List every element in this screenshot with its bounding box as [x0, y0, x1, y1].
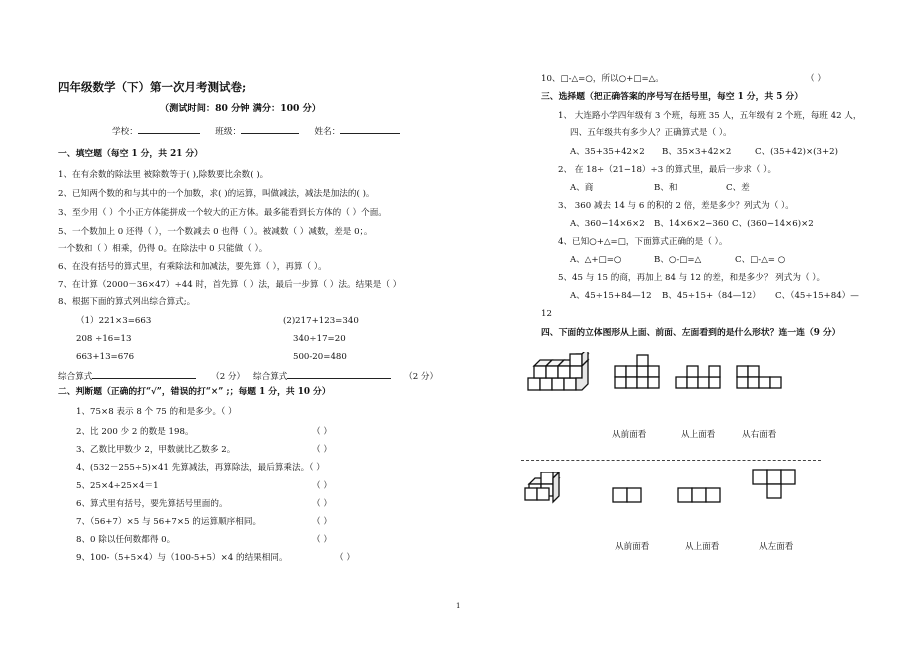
choice-q3-option-c: C、(360−14×6)×2: [732, 219, 814, 229]
judge-q8-paren: （ ）: [312, 535, 332, 545]
calc-right-1: (2)217+123=340: [283, 316, 359, 326]
label-bottom-above: 从上面看: [685, 542, 720, 552]
judge-q2-paren: （ ）: [312, 427, 332, 437]
choice-q4-option-c: C、□-△= ○: [735, 255, 786, 265]
judge-q9-paren: （ ）: [335, 553, 355, 563]
choice-q5-option-b: B、45÷15+（84—12）: [662, 291, 761, 301]
choice-q2-option-a: A、商: [570, 183, 594, 193]
judge-q7-paren: （ ）: [312, 517, 332, 527]
judge-q5-paren: （ ）: [312, 481, 332, 491]
choice-q3: 3、 360 减去 14 与 6 的积的 2 倍，差是多少？列式为（ ）。: [558, 201, 794, 211]
judge-q3-paren: （ ）: [312, 445, 332, 455]
calc-left-1: （1）221×3=663: [76, 316, 152, 326]
class-blank[interactable]: [241, 124, 299, 134]
choice-q2: 2、 在 18÷（21−18）÷3 的算式里，最后一步求（ ）。: [558, 165, 777, 175]
section3-heading: 三、选择题（把正确答案的序号写在括号里，每空 1 分，共 5 分）: [541, 92, 804, 102]
choice-q5: 5、45 与 15 的商，再加上 84 与 12 的差，和是多少？ 列式为（ ）。: [558, 273, 826, 283]
combined-points-2: （2 分）: [404, 372, 439, 382]
section1-heading: 一、填空题（每空 1 分，共 21 分）: [58, 149, 203, 159]
choice-q4-option-b: B、○-□=△: [654, 255, 702, 265]
fill-q1: 1、在有余数的除法里 被除数等于( ),除数要比余数( )。: [58, 170, 269, 180]
student-info-line: [112, 124, 400, 137]
choice-q1a: 1、 大连路小学四年级有 3 个班，每班 35 人，五年级有 2 个班，每班 42 人，: [558, 111, 862, 121]
fill-q8: 8、根据下面的算式列出综合算式;。: [58, 297, 196, 307]
dashed-divider: [521, 460, 821, 461]
judge-q8: 8、0 除以任何数都得 0。: [76, 535, 176, 545]
solid-figure-2: [523, 472, 581, 506]
section4-heading: 四、下面的立体图形从上面、前面、左面看到的是什么形状？连一连（9 分）: [541, 328, 841, 338]
fill-q5b: 一个数和（ ）相乘，仍得 0。在除法中 0 只能做（ ）。: [58, 244, 268, 254]
test-info: （测试时间：80 分钟 满分：100 分）: [160, 103, 321, 114]
choice-q3-option-b: B、14×6×2−360: [654, 219, 729, 229]
label-bottom-front: 从前面看: [615, 542, 650, 552]
judge-q7: 7、（56+7）×5 与 56+7×5 的运算顺序相同。: [76, 517, 262, 527]
name-blank[interactable]: [340, 124, 400, 134]
view-shape-4: [611, 484, 645, 508]
choice-q1b: 四、五年级共有多少人？正确算式是（ ）。: [570, 128, 732, 138]
choice-q3-option-a: A、360−14×6×2: [570, 219, 645, 229]
view-shape-2: [674, 352, 724, 392]
school-label: 学校：: [112, 127, 138, 137]
choice-q2-option-b: B、和: [654, 183, 678, 193]
choice-q4-option-a: A、△+□=○: [570, 255, 622, 265]
fill-q5a: 5、一个数加上 0 还得（ ），一个数减去 0 也得（ ）。被减数（ ）减数，差是 0；。: [58, 227, 373, 237]
page-title: 四年级数学（下）第一次月考测试卷;: [58, 80, 247, 94]
fill-q10: 10、□-△=○，所以○+□=△。: [541, 74, 664, 84]
choice-q1-option-a: A、35+35+42×2: [570, 147, 645, 157]
calc-left-2: 208 ÷16=13: [76, 334, 132, 344]
section2-heading: 二、判断题（正确的打“√”，错误的打“×” ;；每题 1 分，共 10 分）: [58, 387, 331, 397]
fill-q6: 6、在没有括号的算式里，有乘除法和加减法，要先算（ ），再算（ ）。: [58, 262, 327, 272]
name-label: 姓名：: [314, 127, 341, 137]
combined-formula-1: [58, 369, 245, 382]
fill-q10-paren: （ ）: [806, 74, 826, 84]
choice-q5-option-a: A、45÷15+84—12: [570, 291, 652, 301]
combined-points-1: （2 分）: [211, 372, 246, 382]
view-shape-6: [751, 466, 801, 510]
calc-left-3: 663+13=676: [76, 352, 135, 362]
combined-label-1: 综合算式: [58, 372, 93, 382]
label-top-above: 从上面看: [681, 430, 716, 440]
label-bottom-left: 从左面看: [759, 542, 794, 552]
class-label: 班级：: [215, 127, 242, 137]
label-top-right: 从右面看: [742, 430, 777, 440]
choice-q5-option-c: C、（45÷15+84）—: [775, 291, 859, 301]
judge-q6-paren: （ ）: [312, 499, 332, 509]
view-shape-3: [735, 352, 789, 392]
judge-q6: 6、算式里有括号，要先算括号里面的。: [76, 499, 228, 509]
choice-q2-option-c: C、差: [726, 183, 750, 193]
calc-right-2: 340÷17=20: [293, 334, 346, 344]
view-shape-5: [676, 484, 724, 508]
judge-q3: 3、乙数比甲数少 2，甲数就比乙数多 2。: [76, 445, 236, 455]
judge-q2: 2、比 200 少 2 的数是 198。: [76, 427, 194, 437]
choice-q4: 4、已知○+△=□，下面算式正确的是（ ）。: [558, 237, 728, 247]
judge-q5: 5、25×4÷25×4＝1: [76, 481, 159, 491]
combined-label-2: 综合算式: [253, 372, 288, 382]
choice-q1-option-b: B、35×3+42×2: [662, 147, 732, 157]
page-number: 1: [456, 602, 461, 610]
combined-blank-1[interactable]: [92, 369, 196, 379]
combined-formula-2: [253, 369, 438, 382]
judge-q9: 9、100-（5+5×4）与（100-5+5）×4 的结果相同。: [76, 553, 288, 563]
view-shape-1: [613, 352, 663, 392]
fill-q7: 7、在计算（2000－36×47）÷44 时，首先算（ ）法，最后一步算（ ）法。结果是（ ）: [58, 280, 402, 290]
choice-q5-wrap: 12: [541, 309, 552, 319]
fill-q3: 3、至少用（ ）个小正方体能拼成一个较大的正方体。最多能看到长方体的（ ）个面。: [58, 208, 387, 218]
solid-figure-1: [523, 352, 603, 394]
choice-q1-option-c: C、(35+42)×(3+2): [755, 147, 838, 157]
label-top-front: 从前面看: [612, 430, 647, 440]
calc-right-3: 500-20=480: [293, 352, 347, 362]
judge-q4: 4、(532－255÷5)×41 先算减法，再算除法，最后算乘法。（ ）: [76, 463, 325, 473]
combined-blank-2[interactable]: [287, 369, 391, 379]
fill-q2: 2、已知两个数的和与其中的一个加数，求( )的运算，叫做减法，减法是加法的( )。: [58, 189, 375, 199]
school-blank[interactable]: [138, 124, 200, 134]
judge-q1: 1、75×8 表示 8 个 75 的和是多少。（ ）: [76, 407, 237, 417]
